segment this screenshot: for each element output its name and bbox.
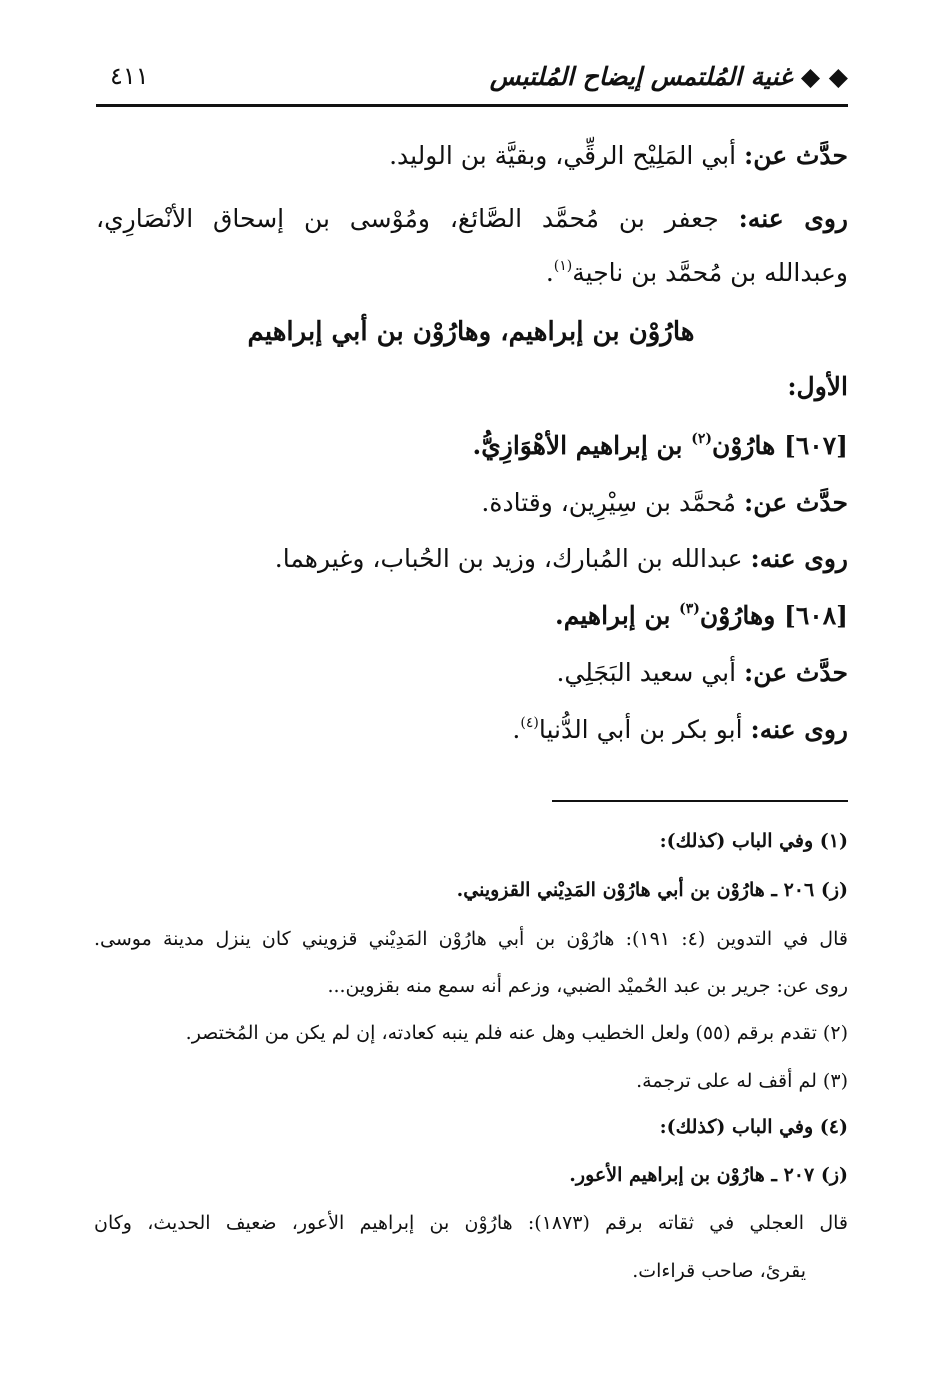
entry-rest: بن إبراهيم الأهْوَازِيُّ. xyxy=(472,431,692,460)
entry-607-narrated-from xyxy=(481,484,848,522)
narrated-from-label: حدَّث عن: xyxy=(744,658,848,687)
narrated-from-label: حدَّث عن: xyxy=(744,141,848,170)
narrated-by-text: عبدالله بن المُبارك، وزيد بن الحُباب، وغيرهما. xyxy=(274,544,751,573)
footnote-2: (٢) تقدم برقم (٥٥) ولعل الخطيب وهل عنه فلم ينبه كعادته، إن لم يكن من المُختصر. xyxy=(185,1022,848,1044)
section-heading: هارُوْن بن إبراهيم، وهارُوْن بن أبي إبراهيم xyxy=(247,317,695,347)
narrated-from-text: أبي المَلِيْح الرقِّي، وبقيَّة بن الوليد. xyxy=(389,141,744,170)
page-number: ٤١١ xyxy=(110,62,149,90)
narrated-from-text: مُحمَّد بن سِيْرِين، وقتادة. xyxy=(481,488,744,517)
entry-rest: بن إبراهيم. xyxy=(555,601,680,630)
entry-name: هارُوْن xyxy=(712,431,776,460)
footnote-4-entry: (ز) ٢٠٧ ـ هارُوْن بن إبراهيم الأعور. xyxy=(569,1164,848,1186)
narrated-from-line xyxy=(389,137,848,175)
line-end: . xyxy=(545,258,554,287)
narrated-by-text: جعفر بن مُحمَّد الصَّائغ، ومُوْسى بن إسحاق الأنْصَارِي، xyxy=(96,204,739,233)
footnote-separator xyxy=(552,800,848,802)
footnote-ref-4[interactable]: (٤) xyxy=(520,715,539,731)
entry-name: وهارُوْن xyxy=(699,601,776,630)
narrated-from-text: أبي سعيد البَجَلِي. xyxy=(556,658,744,687)
footnote-ref-1[interactable]: (١) xyxy=(553,258,573,274)
line-end: . xyxy=(512,715,521,744)
footnote-ref-3[interactable]: (٣) xyxy=(679,601,700,617)
header-rule xyxy=(96,104,848,107)
narrated-by-label: روى عنه: xyxy=(750,544,848,573)
narrated-by-text: أبو بكر بن أبي الدُّنيا xyxy=(538,715,751,744)
footnote-3: (٣) لم أقف له على ترجمة. xyxy=(636,1070,848,1092)
footnote-4: (٤) وفي الباب (كذلك): xyxy=(659,1116,848,1138)
entry-608-title xyxy=(555,597,848,635)
narrated-by-line xyxy=(96,200,848,238)
footnote-ref-2[interactable]: (٢) xyxy=(691,431,712,447)
narrated-by-label: روى عنه: xyxy=(750,715,848,744)
footnote-1-note-2: روى عن: جرير بن عبد الحُميْد الضبي، وزعم أنه سمع منه بقزوين... xyxy=(327,975,848,997)
footnote-4-note-2: يقرئ، صاحب قراءات. xyxy=(632,1260,806,1282)
entry-607-narrated-by xyxy=(275,540,848,578)
entry-607-title xyxy=(473,427,848,465)
footnote-1: (١) وفي الباب (كذلك): xyxy=(659,830,848,852)
entry-number: [٦٠٨] xyxy=(775,601,848,630)
footnote-4-note: قال العجلي في ثقاته برقم (١٨٧٣): هارُوْن بن إبراهيم الأعور، ضعيف الحديث، وكان xyxy=(94,1212,848,1234)
first-label: الأول: xyxy=(787,372,848,401)
entry-608-narrated-from xyxy=(556,654,848,692)
entry-608-narrated-by xyxy=(512,711,848,749)
footnote-1-entry: (ز) ٢٠٦ ـ هارُوْن بن أبي هارُوْن المَدِيْني القزويني. xyxy=(456,879,848,901)
entry-number: [٦٠٧] xyxy=(775,431,848,460)
book-title: ◆ ◆ غنية المُلتمس إيضاح المُلتبس xyxy=(489,62,848,91)
narrated-by-label: روى عنه: xyxy=(738,204,848,233)
narrated-from-label: حدَّث عن: xyxy=(744,488,848,517)
footnote-1-note: قال في التدوين (٤: ١٩١): هارُوْن بن أبي هارُوْن المَدِيْني قزويني كان ينزل مدينة موسى. xyxy=(94,928,848,950)
narrated-by-continuation xyxy=(546,254,848,292)
continuation-text: وعبدالله بن مُحمَّد بن ناجية xyxy=(572,258,848,287)
running-header xyxy=(96,58,848,98)
